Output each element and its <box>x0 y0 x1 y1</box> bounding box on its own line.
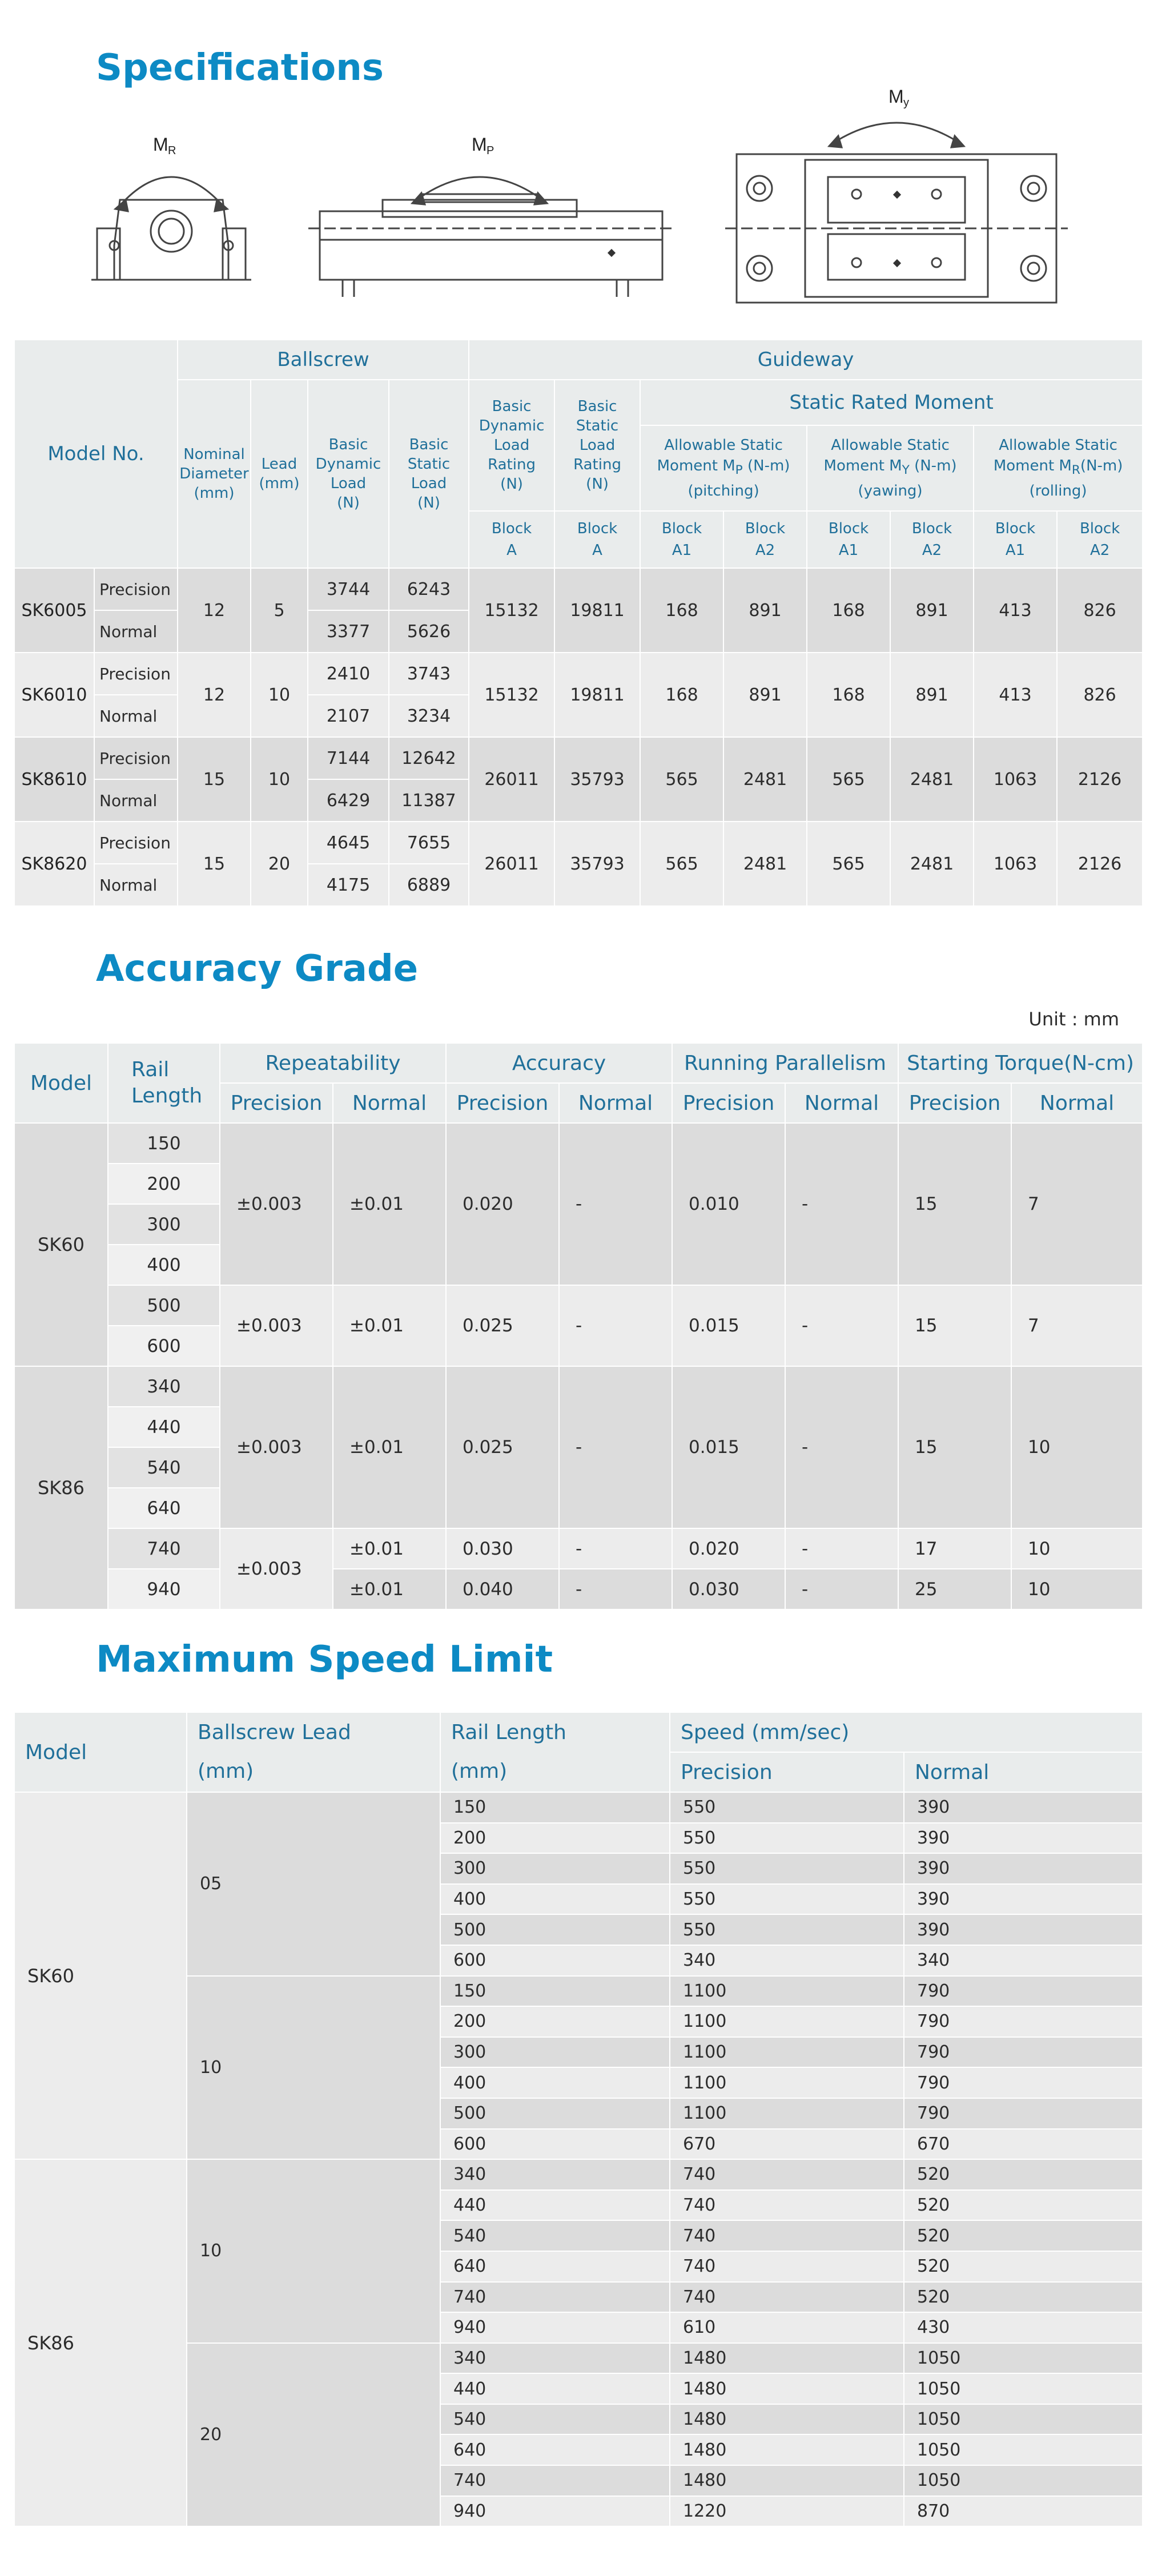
dynamic-load-cell: 3744 <box>308 568 389 610</box>
guideway-gstat-cell: 35793 <box>554 822 640 906</box>
spd-rail-length-cell: 940 <box>440 2312 670 2343</box>
acc-par_n-cell: - <box>785 1569 898 1609</box>
spd-model-cell: SK60 <box>14 1792 187 2159</box>
block-a-header: Block A <box>469 511 554 568</box>
acc-tq_p-cell: 15 <box>898 1366 1011 1528</box>
spd-precision-cell: 670 <box>670 2129 904 2160</box>
acc-acc_n-cell: - <box>559 1569 672 1609</box>
accuracy-row <box>14 1366 1143 1407</box>
guideway-my2-cell: 891 <box>890 568 974 653</box>
spd-rail-length-cell: 740 <box>440 2465 670 2496</box>
static-load-cell: 5626 <box>389 610 469 653</box>
spd-precision-cell: 1480 <box>670 2404 904 2435</box>
guideway-mp1-cell: 168 <box>640 568 723 653</box>
spd-model-cell: SK86 <box>14 2159 187 2526</box>
static-load-cell: 3743 <box>389 653 469 695</box>
rail-length-cell: 500 <box>108 1285 220 1326</box>
spd-normal-cell: 520 <box>904 2190 1143 2221</box>
normal-header: Normal <box>559 1083 672 1123</box>
normal-header: Normal <box>1011 1083 1143 1123</box>
spd-normal-cell: 390 <box>904 1792 1143 1823</box>
mr-label: M <box>153 134 168 155</box>
block-a1-header: Block A1 <box>640 511 723 568</box>
spd-rail-length-cell: 940 <box>440 2496 670 2527</box>
guideway-mp2-cell: 2481 <box>723 822 807 906</box>
guideway-mp1-cell: 565 <box>640 737 723 822</box>
spd-precision-cell: 1100 <box>670 2037 904 2068</box>
guideway-my2-cell: 2481 <box>890 822 974 906</box>
spd-rail-length-cell: 440 <box>440 2190 670 2221</box>
accuracy-table <box>14 1043 1143 1610</box>
acc-tq_p-cell: 15 <box>898 1123 1011 1285</box>
diameter-cell: 15 <box>178 822 251 906</box>
acc-par_n-cell: - <box>785 1285 898 1366</box>
spd-rail-length-cell: 340 <box>440 2159 670 2190</box>
guideway-mr2-cell: 826 <box>1057 653 1143 737</box>
spd-normal-cell: 520 <box>904 2251 1143 2282</box>
guideway-gdyn-cell: 26011 <box>469 822 554 906</box>
grade-cell: Precision <box>94 653 178 695</box>
acc-rep_n-cell: ±0.01 <box>333 1366 446 1528</box>
spd-normal-cell: 870 <box>904 2496 1143 2527</box>
dynamic-load-cell: 2410 <box>308 653 389 695</box>
accuracy-header: Accuracy <box>446 1043 672 1083</box>
rail-length-cell: 600 <box>108 1326 220 1366</box>
rail-length-cell: 340 <box>108 1366 220 1407</box>
pitching-header: Allowable Static Moment $M_P$ (N-m) (pitching) <box>640 425 807 511</box>
spd-normal-cell: 1050 <box>904 2434 1143 2465</box>
spd-rail-length-cell: 540 <box>440 2404 670 2435</box>
acc-acc_n-cell: - <box>559 1285 672 1366</box>
ballscrew-lead-cell: 10 <box>187 1976 440 2160</box>
spd-normal-cell: 790 <box>904 2067 1143 2098</box>
spd-normal-cell: 790 <box>904 2037 1143 2068</box>
model-cell: SK8610 <box>14 737 94 822</box>
speed-row <box>14 2159 1143 2190</box>
guideway-gdyn-cell: 26011 <box>469 737 554 822</box>
block-a2-header: Block A2 <box>723 511 807 568</box>
dynamic-load-cell: 6429 <box>308 779 389 822</box>
acc-rep_n-cell: ±0.01 <box>333 1123 446 1285</box>
yawing-header: Allowable Static Moment $M_Y$ (N-m) (yawing) <box>807 425 974 511</box>
nominal-diameter-header: Nominal Diameter (mm) <box>178 380 251 568</box>
spd-normal-cell: 1050 <box>904 2465 1143 2496</box>
spd-rail-length-cell: 600 <box>440 1945 670 1976</box>
basic-dynamic-load-header: Basic Dynamic Load (N) <box>308 380 389 568</box>
rail-length-cell: 150 <box>108 1123 220 1164</box>
static-load-cell: 7655 <box>389 822 469 864</box>
mp-label: M <box>472 134 487 155</box>
starting-torque-header: Starting Torque(N-cm) <box>898 1043 1143 1083</box>
guideway-my1-cell: 168 <box>807 653 890 737</box>
spd-normal-header: Normal <box>904 1752 1143 1792</box>
spd-normal-cell: 390 <box>904 1823 1143 1854</box>
guideway-my1-cell: 565 <box>807 822 890 906</box>
spd-rail-length-cell: 540 <box>440 2220 670 2251</box>
block-a-header: Block A <box>554 511 640 568</box>
acc-acc_n-cell: - <box>559 1123 672 1285</box>
spd-precision-cell: 1100 <box>670 1976 904 2007</box>
spd-normal-cell: 1050 <box>904 2343 1143 2374</box>
acc-tq_n-cell: 10 <box>1011 1366 1143 1528</box>
spd-model-header: Model <box>14 1712 187 1792</box>
rolling-header: Allowable Static Moment $M_R(N-m)$ (rolling) <box>974 425 1143 511</box>
mp-subscript: P <box>487 144 494 157</box>
spd-rail-length-cell: 400 <box>440 1884 670 1915</box>
guideway-mr2-cell: 826 <box>1057 568 1143 653</box>
guideway-mr2-cell: 2126 <box>1057 822 1143 906</box>
static-rated-moment-header: Static Rated Moment <box>640 380 1143 425</box>
spd-precision-cell: 1480 <box>670 2343 904 2374</box>
guideway-gstat-cell: 19811 <box>554 568 640 653</box>
spd-rail-length-cell: 300 <box>440 1853 670 1884</box>
accuracy-row <box>14 1123 1143 1164</box>
acc-par_p-cell: 0.015 <box>672 1366 785 1528</box>
spd-precision-cell: 740 <box>670 2282 904 2313</box>
grade-cell: Normal <box>94 779 178 822</box>
static-load-cell: 6243 <box>389 568 469 610</box>
spd-precision-cell: 740 <box>670 2159 904 2190</box>
dynamic-load-cell: 4175 <box>308 864 389 906</box>
accuracy-row <box>14 1528 1143 1569</box>
precision-header: Precision <box>672 1083 785 1123</box>
spd-precision-cell: 740 <box>670 2220 904 2251</box>
spd-rail-length-cell: 640 <box>440 2434 670 2465</box>
ballscrew-header: Ballscrew <box>178 340 469 380</box>
guideway-header: Guideway <box>469 340 1143 380</box>
diameter-cell: 15 <box>178 737 251 822</box>
ballscrew-lead-cell: 20 <box>187 2343 440 2527</box>
acc-tq_p-cell: 15 <box>898 1285 1011 1366</box>
precision-header: Precision <box>446 1083 559 1123</box>
my-label: M <box>888 86 904 107</box>
block-a1-header: Block A1 <box>807 511 890 568</box>
lead-cell: 20 <box>251 822 308 906</box>
spd-normal-cell: 390 <box>904 1914 1143 1945</box>
guideway-mp2-cell: 2481 <box>723 737 807 822</box>
spd-precision-cell: 1100 <box>670 2067 904 2098</box>
accuracy-row <box>14 1569 1143 1609</box>
acc-tq_n-cell: 10 <box>1011 1569 1143 1609</box>
spd-precision-cell: 550 <box>670 1914 904 1945</box>
spd-normal-cell: 390 <box>904 1853 1143 1884</box>
model-no-header: Model No. <box>14 340 178 568</box>
static-load-cell: 6889 <box>389 864 469 906</box>
acc-rep_p-cell: ±0.003 <box>220 1528 333 1609</box>
spec-row <box>14 822 1143 864</box>
basic-static-load-header: Basic Static Load (N) <box>389 380 469 568</box>
guideway-mp1-cell: 168 <box>640 653 723 737</box>
acc-acc_p-cell: 0.025 <box>446 1366 559 1528</box>
guideway-gstat-cell: 19811 <box>554 653 640 737</box>
rail-length-cell: 640 <box>108 1488 220 1528</box>
spd-precision-cell: 1100 <box>670 2098 904 2129</box>
spd-precision-cell: 550 <box>670 1853 904 1884</box>
guideway-static-header: Basic Static Load Rating (N) <box>554 380 640 511</box>
guideway-my2-cell: 891 <box>890 653 974 737</box>
static-load-cell: 12642 <box>389 737 469 779</box>
spd-normal-cell: 520 <box>904 2282 1143 2313</box>
ballscrew-lead-cell: 05 <box>187 1792 440 1976</box>
spd-rail-length-cell: 150 <box>440 1792 670 1823</box>
acc-par_p-cell: 0.020 <box>672 1528 785 1569</box>
rail-length-cell: 540 <box>108 1447 220 1488</box>
acc-par_p-cell: 0.010 <box>672 1123 785 1285</box>
spd-rail-length-header: Rail Length (mm) <box>440 1712 670 1792</box>
acc-par_n-cell: - <box>785 1528 898 1569</box>
spd-normal-cell: 790 <box>904 2098 1143 2129</box>
dynamic-load-cell: 4645 <box>308 822 389 864</box>
spd-rail-length-cell: 500 <box>440 2098 670 2129</box>
acc-rep_p-cell: ±0.003 <box>220 1366 333 1528</box>
mr-subscript: R <box>168 144 176 157</box>
guideway-mr1-cell: 1063 <box>974 737 1057 822</box>
acc-acc_n-cell: - <box>559 1528 672 1569</box>
model-cell: SK6010 <box>14 653 94 737</box>
spd-precision-cell: 1220 <box>670 2496 904 2527</box>
model-cell: SK8620 <box>14 822 94 906</box>
spd-precision-cell: 1480 <box>670 2434 904 2465</box>
acc-model-cell: SK60 <box>14 1123 108 1366</box>
spd-precision-cell: 550 <box>670 1792 904 1823</box>
acc-rep_p-cell: ±0.003 <box>220 1285 333 1366</box>
section-title-accuracy: Accuracy Grade <box>96 948 419 990</box>
acc-acc_p-cell: 0.020 <box>446 1123 559 1285</box>
static-load-cell: 3234 <box>389 695 469 737</box>
spd-rail-length-cell: 440 <box>440 2373 670 2404</box>
acc-rep_n-cell: ±0.01 <box>333 1528 446 1569</box>
precision-header: Precision <box>220 1083 333 1123</box>
spec-row <box>14 568 1143 610</box>
spd-precision-cell: 1480 <box>670 2373 904 2404</box>
rail-length-cell: 400 <box>108 1245 220 1285</box>
spd-normal-cell: 520 <box>904 2220 1143 2251</box>
spd-normal-cell: 1050 <box>904 2373 1143 2404</box>
spd-rail-length-cell: 600 <box>440 2129 670 2160</box>
ballscrew-lead-cell: 10 <box>187 2159 440 2343</box>
block-a2-header: Block A2 <box>1057 511 1143 568</box>
rail-length-cell: 300 <box>108 1204 220 1245</box>
lead-header: Lead (mm) <box>251 380 308 568</box>
precision-header: Precision <box>898 1083 1011 1123</box>
acc-par_p-cell: 0.015 <box>672 1285 785 1366</box>
dynamic-load-cell: 7144 <box>308 737 389 779</box>
diameter-cell: 12 <box>178 653 251 737</box>
lead-cell: 10 <box>251 737 308 822</box>
yawing-moment-diagram <box>725 80 1068 308</box>
acc-acc_p-cell: 0.040 <box>446 1569 559 1609</box>
lead-cell: 10 <box>251 653 308 737</box>
rail-length-cell: 740 <box>108 1528 220 1569</box>
grade-cell: Precision <box>94 568 178 610</box>
guideway-gdyn-cell: 15132 <box>469 653 554 737</box>
guideway-gstat-cell: 35793 <box>554 737 640 822</box>
spd-rail-length-cell: 200 <box>440 1823 670 1854</box>
rail-length-cell: 200 <box>108 1164 220 1204</box>
section-title-specifications: Specifications <box>96 47 384 89</box>
my-subscript: y <box>903 96 909 109</box>
spd-rail-length-cell: 740 <box>440 2282 670 2313</box>
pitching-moment-diagram <box>308 131 674 297</box>
ballscrew-lead-header: Ballscrew Lead (mm) <box>187 1712 440 1792</box>
spd-rail-length-cell: 300 <box>440 2037 670 2068</box>
acc-acc_p-cell: 0.025 <box>446 1285 559 1366</box>
block-a2-header: Block A2 <box>890 511 974 568</box>
accuracy-row <box>14 1285 1143 1326</box>
acc-rep_p-cell: ±0.003 <box>220 1123 333 1285</box>
speed-header: Speed (mm/sec) <box>670 1712 1143 1752</box>
spd-normal-cell: 790 <box>904 2006 1143 2037</box>
guideway-mr1-cell: 1063 <box>974 822 1057 906</box>
guideway-mp2-cell: 891 <box>723 568 807 653</box>
guideway-mr1-cell: 413 <box>974 568 1057 653</box>
rail-length-cell: 440 <box>108 1407 220 1447</box>
spd-precision-cell: 340 <box>670 1945 904 1976</box>
normal-header: Normal <box>785 1083 898 1123</box>
grade-cell: Precision <box>94 822 178 864</box>
running-parallelism-header: Running Parallelism <box>672 1043 898 1083</box>
rail-length-cell: 940 <box>108 1569 220 1609</box>
acc-tq_p-cell: 25 <box>898 1569 1011 1609</box>
acc-acc_n-cell: - <box>559 1366 672 1528</box>
spd-precision-cell: 550 <box>670 1823 904 1854</box>
section-title-speed: Maximum Speed Limit <box>96 1639 553 1681</box>
dynamic-load-cell: 3377 <box>308 610 389 653</box>
speed-row <box>14 1792 1143 1823</box>
lead-cell: 5 <box>251 568 308 653</box>
acc-rep_n-cell: ±0.01 <box>333 1285 446 1366</box>
spd-normal-cell: 340 <box>904 1945 1143 1976</box>
guideway-gdyn-cell: 15132 <box>469 568 554 653</box>
guideway-mr2-cell: 2126 <box>1057 737 1143 822</box>
acc-tq_n-cell: 10 <box>1011 1528 1143 1569</box>
guideway-dynamic-header: Basic Dynamic Load Rating (N) <box>469 380 554 511</box>
spd-rail-length-cell: 400 <box>440 2067 670 2098</box>
model-cell: SK6005 <box>14 568 94 653</box>
spd-normal-cell: 790 <box>904 1976 1143 2007</box>
acc-rail-length-header: Rail Length <box>108 1043 220 1123</box>
spd-normal-cell: 1050 <box>904 2404 1143 2435</box>
spd-normal-cell: 390 <box>904 1884 1143 1915</box>
spd-precision-cell: 550 <box>670 1884 904 1915</box>
normal-header: Normal <box>333 1083 446 1123</box>
rolling-moment-diagram <box>86 131 257 297</box>
spec-row <box>14 737 1143 779</box>
grade-cell: Normal <box>94 695 178 737</box>
acc-tq_n-cell: 7 <box>1011 1285 1143 1366</box>
grade-cell: Precision <box>94 737 178 779</box>
spd-precision-cell: 740 <box>670 2190 904 2221</box>
acc-par_n-cell: - <box>785 1123 898 1285</box>
spd-precision-header: Precision <box>670 1752 904 1792</box>
acc-par_p-cell: 0.030 <box>672 1569 785 1609</box>
acc-rep_n-cell: ±0.01 <box>333 1569 446 1609</box>
spd-rail-length-cell: 200 <box>440 2006 670 2037</box>
repeatability-header: Repeatability <box>220 1043 446 1083</box>
acc-acc_p-cell: 0.030 <box>446 1528 559 1569</box>
spd-precision-cell: 1100 <box>670 2006 904 2037</box>
diameter-cell: 12 <box>178 568 251 653</box>
spd-rail-length-cell: 150 <box>440 1976 670 2007</box>
grade-cell: Normal <box>94 864 178 906</box>
guideway-mp1-cell: 565 <box>640 822 723 906</box>
spd-rail-length-cell: 340 <box>440 2343 670 2374</box>
spd-normal-cell: 670 <box>904 2129 1143 2160</box>
guideway-my1-cell: 565 <box>807 737 890 822</box>
spd-normal-cell: 430 <box>904 2312 1143 2343</box>
spd-precision-cell: 610 <box>670 2312 904 2343</box>
acc-tq_p-cell: 17 <box>898 1528 1011 1569</box>
block-a1-header: Block A1 <box>974 511 1057 568</box>
dynamic-load-cell: 2107 <box>308 695 389 737</box>
guideway-mp2-cell: 891 <box>723 653 807 737</box>
spd-precision-cell: 740 <box>670 2251 904 2282</box>
spec-row <box>14 653 1143 695</box>
spd-precision-cell: 1480 <box>670 2465 904 2496</box>
spd-normal-cell: 520 <box>904 2159 1143 2190</box>
speed-table <box>14 1712 1143 2527</box>
guideway-my1-cell: 168 <box>807 568 890 653</box>
acc-par_n-cell: - <box>785 1366 898 1528</box>
specifications-table <box>14 339 1143 907</box>
spd-rail-length-cell: 640 <box>440 2251 670 2282</box>
acc-model-header: Model <box>14 1043 108 1123</box>
guideway-my2-cell: 2481 <box>890 737 974 822</box>
grade-cell: Normal <box>94 610 178 653</box>
spd-rail-length-cell: 500 <box>440 1914 670 1945</box>
guideway-mr1-cell: 413 <box>974 653 1057 737</box>
unit-label: Unit : mm <box>1028 1008 1119 1030</box>
static-load-cell: 11387 <box>389 779 469 822</box>
acc-model-cell: SK86 <box>14 1366 108 1609</box>
acc-tq_n-cell: 7 <box>1011 1123 1143 1285</box>
